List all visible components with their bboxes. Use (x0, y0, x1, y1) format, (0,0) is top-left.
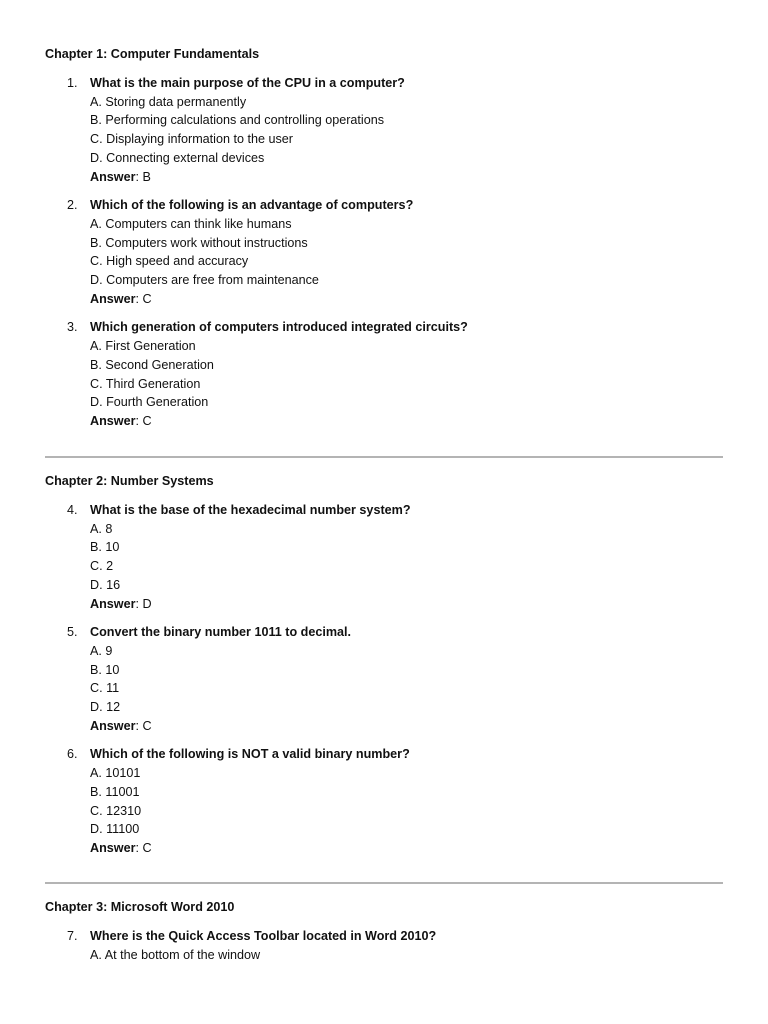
chapter-title: Chapter 1: Computer Fundamentals (45, 47, 260, 61)
question-2 (45, 196, 725, 308)
section-divider (45, 882, 723, 884)
chapter-title: Chapter 3: Microsoft Word 2010 (45, 900, 235, 914)
answer-line (90, 839, 725, 858)
answer-label: Answer (90, 169, 136, 184)
question-5 (45, 623, 725, 735)
option-b: B. Computers work without instructions (90, 235, 308, 250)
answer-label: Answer (90, 291, 136, 306)
option-d: D. Computers are free from maintenance (90, 273, 319, 288)
answer-line (90, 168, 725, 187)
answer-label: Answer (90, 596, 136, 611)
option-b: B. Second Generation (90, 357, 214, 372)
question-4 (45, 501, 725, 613)
question-number: 6. (67, 747, 78, 762)
chapter-3 (45, 898, 725, 964)
option-b: B. 10 (90, 662, 120, 677)
question-7 (45, 927, 725, 964)
answer-line (90, 412, 725, 431)
option-d: D. 16 (90, 577, 121, 592)
option-a: A. 10101 (90, 766, 141, 781)
question-text: Where is the Quick Access Toolbar located in Word 2010? (90, 929, 437, 943)
question-text: Convert the binary number 1011 to decimal. (90, 625, 352, 640)
question-1 (45, 74, 725, 186)
option-d: D. Fourth Generation (90, 395, 209, 410)
question-number: 1. (67, 76, 78, 90)
option-b: B. 11001 (90, 784, 140, 799)
option-c: C. Displaying information to the user (90, 132, 293, 147)
answer-value: : C (135, 291, 152, 306)
answer-label: Answer (90, 840, 136, 855)
option-d: D. Connecting external devices (90, 150, 265, 165)
option-b: B. 10 (90, 540, 120, 555)
question-text: Which of the following is an advantage of computers? (90, 198, 414, 213)
answer-line (90, 595, 725, 614)
question-text: What is the main purpose of the CPU in a computer? (90, 76, 405, 90)
chapter-title: Chapter 2: Number Systems (45, 474, 214, 488)
question-text: Which generation of computers introduced integrated circuits? (90, 320, 468, 335)
option-c: C. 2 (90, 559, 114, 574)
answer-value: : D (135, 596, 152, 611)
option-a: A. First Generation (90, 339, 196, 354)
question-number: 5. (67, 625, 78, 640)
option-c: C. Third Generation (90, 376, 201, 391)
question-text: What is the base of the hexadecimal number system? (90, 503, 411, 517)
answer-line (90, 717, 725, 736)
answer-label: Answer (90, 718, 136, 733)
answer-label: Answer (90, 413, 136, 428)
option-a: A. At the bottom of the window (90, 947, 261, 962)
question-number: 3. (67, 320, 78, 335)
question-6 (45, 745, 725, 857)
option-d: D. 12 (90, 700, 121, 715)
option-a: A. 9 (90, 643, 113, 658)
chapter-2 (45, 472, 725, 858)
question-number: 7. (67, 929, 78, 943)
option-a: A. Storing data permanently (90, 94, 247, 109)
option-c: C. 11 (90, 681, 120, 696)
option-a: A. 8 (90, 521, 113, 536)
answer-value: : C (135, 840, 152, 855)
chapter-1 (45, 45, 725, 431)
option-c: C. High speed and accuracy (90, 254, 249, 269)
option-c: C. 12310 (90, 803, 142, 818)
question-text: Which of the following is NOT a valid binary number? (90, 747, 410, 762)
answer-value: : C (135, 413, 152, 428)
answer-value: : B (135, 169, 151, 184)
answer-line (90, 290, 725, 309)
question-3 (45, 318, 725, 430)
question-number: 2. (67, 198, 78, 213)
question-number: 4. (67, 503, 78, 517)
option-b: B. Performing calculations and controlling operations (90, 113, 385, 128)
option-d: D. 11100 (90, 822, 140, 837)
section-divider (45, 456, 723, 458)
option-a: A. Computers can think like humans (90, 216, 292, 231)
answer-value: : C (135, 718, 152, 733)
